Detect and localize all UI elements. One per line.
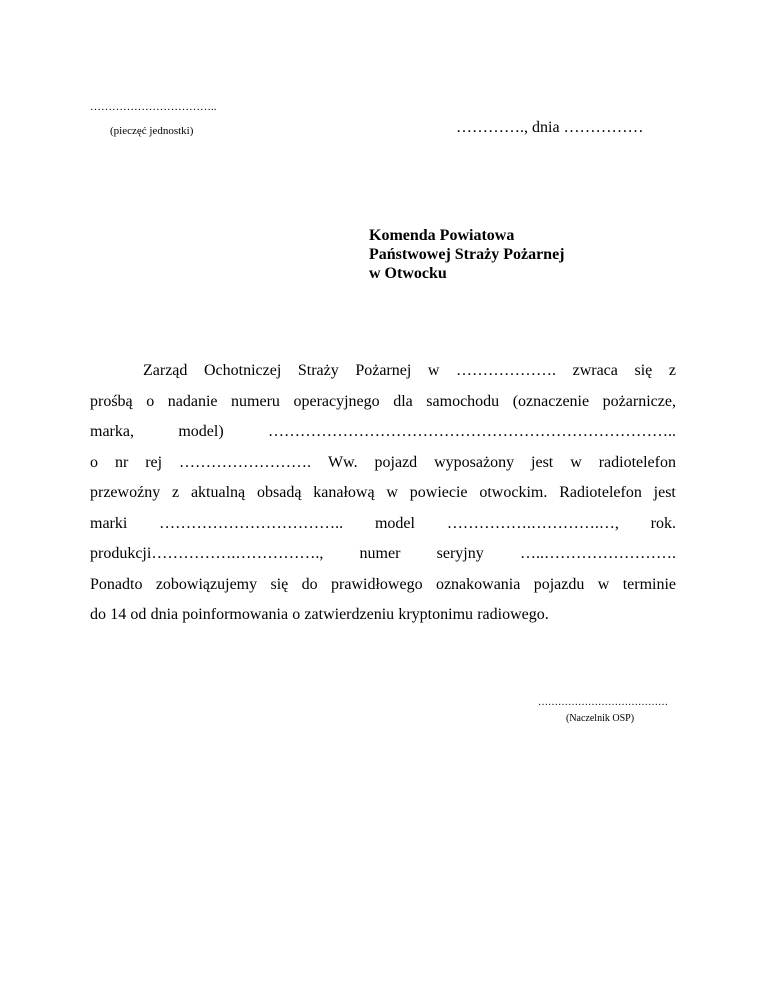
unit-stamp-caption: (pieczęć jednostki)	[110, 125, 194, 137]
body-word: poinformowania	[182, 606, 289, 623]
recipient-line: w Otwocku	[369, 265, 447, 282]
body-word: Straży	[297, 362, 339, 379]
body-word: o	[90, 453, 98, 471]
body-word: z	[668, 362, 676, 379]
body-word: się	[270, 575, 289, 593]
body-word: model	[374, 514, 415, 532]
body-word: dnia	[150, 606, 179, 623]
body-word: przewoźny	[90, 484, 161, 501]
signature-caption: (Naczelnik OSP)	[566, 713, 635, 724]
body-word: rok.	[650, 514, 676, 532]
body-word: prawidłowego	[331, 575, 423, 593]
body-line	[90, 387, 676, 418]
body-word: o	[146, 392, 155, 410]
body-line	[90, 417, 676, 448]
body-word: Ochotniczej	[203, 362, 282, 379]
body-line	[90, 448, 676, 479]
body-word: marka,	[90, 423, 134, 440]
body-word: 14	[110, 606, 127, 623]
body-word: model)	[178, 423, 224, 440]
body-line	[90, 600, 676, 631]
body-word: zwraca	[572, 362, 618, 379]
body-word: (oznaczenie	[512, 392, 590, 410]
body-line	[90, 539, 676, 570]
body-word: aktualną	[190, 484, 246, 501]
body-word: dla	[393, 392, 413, 410]
body-word: jest	[653, 484, 676, 501]
body-word: kanałową	[313, 484, 375, 501]
body-word: nadanie	[167, 392, 218, 410]
body-word: pojazd	[374, 453, 418, 471]
body-word: …..…………………….	[519, 545, 676, 562]
body-word: Ponadto	[90, 575, 143, 593]
body-word: w	[386, 484, 398, 501]
body-word: …………………….	[179, 453, 312, 471]
body-word: zobowiązujemy	[155, 575, 258, 593]
recipient-address	[369, 226, 565, 283]
body-word: kryptonimu	[398, 606, 474, 623]
body-word: terminie	[622, 575, 676, 593]
body-word: zatwierdzeniu	[304, 606, 395, 623]
body-word: ……………………………..	[159, 514, 344, 532]
body-word: otwockim.	[479, 484, 548, 501]
recipient-line: Komenda Powiatowa	[369, 227, 515, 244]
body-word: …………….………….…,	[446, 514, 619, 532]
body-word: pojazdu	[533, 575, 585, 593]
body-word: w	[597, 575, 610, 593]
body-word: Zarząd	[143, 362, 188, 379]
body-word: nr	[114, 453, 129, 471]
recipient-line: Państwowej Straży Pożarnej	[369, 246, 565, 263]
body-word: oznakowania	[435, 575, 521, 593]
body-word: Pożarnej	[355, 362, 412, 379]
body-word: Ww.	[327, 453, 358, 471]
body-line	[90, 509, 676, 540]
body-word: seryjny	[436, 545, 484, 562]
body-word: wyposażony	[434, 453, 515, 471]
body-line	[90, 478, 676, 509]
body-word: z	[172, 484, 180, 501]
body-word: rej	[145, 453, 163, 471]
body-word: samochodu	[426, 392, 500, 410]
body-word: ……………….	[456, 362, 557, 379]
unit-stamp-placeholder: ……………………………..	[90, 101, 217, 113]
body-word: radiowego.	[477, 606, 549, 623]
body-word: w	[427, 362, 440, 379]
body-word: operacyjnego	[293, 392, 380, 410]
body-word: pożarnicze,	[602, 392, 676, 410]
body-word: w	[570, 453, 582, 471]
body-word: …………………………………………………………………..	[268, 423, 676, 440]
body-word: do	[301, 575, 318, 593]
body-word: Radiotelefon	[559, 484, 642, 501]
body-word: numer	[359, 545, 401, 562]
body-word: obsadą	[256, 484, 302, 501]
body-line	[90, 570, 676, 601]
body-word: do	[90, 606, 106, 623]
body-word: numeru	[231, 392, 280, 410]
body-word: jest	[531, 453, 554, 471]
body-word: od	[130, 606, 147, 623]
body-word: się	[634, 362, 653, 379]
body-word: radiotelefon	[598, 453, 676, 471]
body-word: powiecie	[409, 484, 468, 501]
body-line	[90, 356, 676, 387]
place-date-line: …………., dnia ……………	[456, 119, 644, 136]
body-word: o	[292, 606, 301, 623]
request-body	[90, 356, 676, 631]
body-word: prośbą	[90, 392, 133, 410]
signature-placeholder: …………………………………	[538, 697, 668, 708]
body-word: marki	[90, 514, 128, 532]
body-word: produkcji…………….…………….,	[90, 545, 324, 562]
